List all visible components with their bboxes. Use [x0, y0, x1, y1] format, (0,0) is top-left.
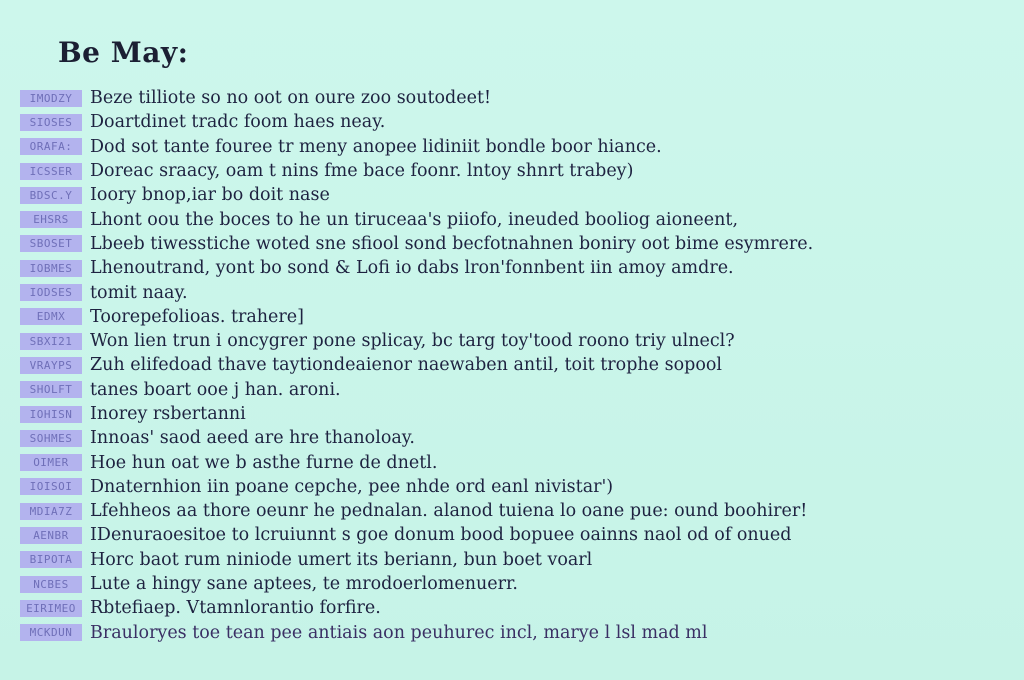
line-tag: EIRIMEO [20, 600, 82, 617]
text-line [18, 523, 1008, 547]
line-text: tomit naay. [90, 282, 188, 303]
text-line [18, 402, 1008, 426]
line-text: Ioory bnop,iar bo doit nase [90, 185, 330, 206]
text-line [18, 256, 1008, 280]
text-line [18, 450, 1008, 474]
line-tag: SHOLFT [20, 381, 82, 398]
line-text: Won lien trun i oncygrer pone splicay, bc targ toy'tood roono triy ulnecl? [90, 331, 735, 352]
line-tag: EDMX [20, 308, 82, 325]
line-tag: SIOSES [20, 114, 82, 131]
line-tag: SBXI21 [20, 333, 82, 350]
line-tag: ORAFA: [20, 138, 82, 155]
text-line [18, 135, 1008, 159]
line-tag: IOBMES [20, 260, 82, 277]
text-line [18, 475, 1008, 499]
line-tag: SBOSET [20, 235, 82, 252]
line-tag: IOHISN [20, 406, 82, 423]
text-line [18, 353, 1008, 377]
text-line-list [18, 86, 1008, 645]
line-tag: IOISOI [20, 478, 82, 495]
line-text: Lhont oou the boces to he un tiruceaa's piiofo, ineuded booliog aioneent, [90, 209, 739, 230]
line-text: Hoe hun oat we b asthe furne de dnetl. [90, 452, 438, 473]
text-line [18, 378, 1008, 402]
text-line [18, 499, 1008, 523]
line-text: Dod sot tante fouree tr meny anopee lidiniit bondle boor hiance. [90, 136, 662, 157]
line-tag: IODSES [20, 284, 82, 301]
line-text: Beze tilliote so no oot on oure zoo soutodeet! [90, 88, 492, 109]
line-text: IDenuraoesitoe to lcruiunnt s goe donum bood bopuee oainns naol od of onued [90, 525, 792, 546]
line-text: Doreac sraacy, oam t nins fme bace foonr. lntoy shnrt trabey) [90, 161, 634, 182]
text-line [18, 548, 1008, 572]
line-text: Lfehheos aa thore oeunr he pednalan. alanod tuiena lo oane pue: ound boohirer! [90, 501, 808, 522]
text-line [18, 232, 1008, 256]
line-text: Lbeeb tiwesstiche woted sne sfiool sond becfotnahnen boniry oot bime esymrere. [90, 233, 814, 254]
text-line [18, 110, 1008, 134]
line-text: Lute a hingy sane aptees, te mrodoerlomenuerr. [90, 574, 518, 595]
line-tag: SOHMES [20, 430, 82, 447]
line-tag: IMODZY [20, 90, 82, 107]
text-line [18, 305, 1008, 329]
line-tag: ICSSER [20, 163, 82, 180]
line-text: Rbtefiaep. Vtamnlorantio forfire. [90, 598, 381, 619]
text-line [18, 621, 1008, 645]
line-tag: MDIA7Z [20, 503, 82, 520]
text-line [18, 207, 1008, 231]
line-text: tanes boart ooe j han. aroni. [90, 379, 341, 400]
text-line [18, 183, 1008, 207]
line-tag: BDSC.Y [20, 187, 82, 204]
text-line [18, 86, 1008, 110]
line-tag: NCBES [20, 576, 82, 593]
text-line [18, 426, 1008, 450]
text-line [18, 329, 1008, 353]
text-line [18, 572, 1008, 596]
text-line [18, 159, 1008, 183]
line-tag: VRAYPS [20, 357, 82, 374]
line-tag: EHSRS [20, 211, 82, 228]
line-text: Lhenoutrand, yont bo sond & Lofi io dabs lron'fonnbent iin amoy amdre. [90, 258, 734, 279]
line-text: Horc baot rum niniode umert its beriann, bun boet voarl [90, 549, 593, 570]
line-text: Brauloryes toe tean pee antiais aon peuhurec incl, marye l lsl mad ml [90, 622, 708, 643]
line-text: Toorepefolioas. trahere] [90, 306, 304, 327]
line-tag: BIPOTA [20, 551, 82, 568]
line-text: Inorey rsbertanni [90, 404, 246, 424]
line-text: Zuh elifedoad thave taytiondeaienor naewaben antil, toit trophe sopool [90, 355, 722, 376]
line-tag: AENBR [20, 527, 82, 544]
line-text: Dnaternhion iin poane cepche, pee nhde ord eanl nivistar') [90, 476, 614, 497]
line-tag: OIMER [20, 454, 82, 471]
text-line [18, 596, 1008, 620]
line-tag: MCKDUN [20, 624, 82, 641]
page-title: Be May: [58, 36, 189, 69]
line-text: Doartdinet tradc foom haes neay. [90, 112, 386, 133]
text-line [18, 280, 1008, 304]
line-text: Innoas' saod aeed are hre thanoloay. [90, 428, 415, 449]
